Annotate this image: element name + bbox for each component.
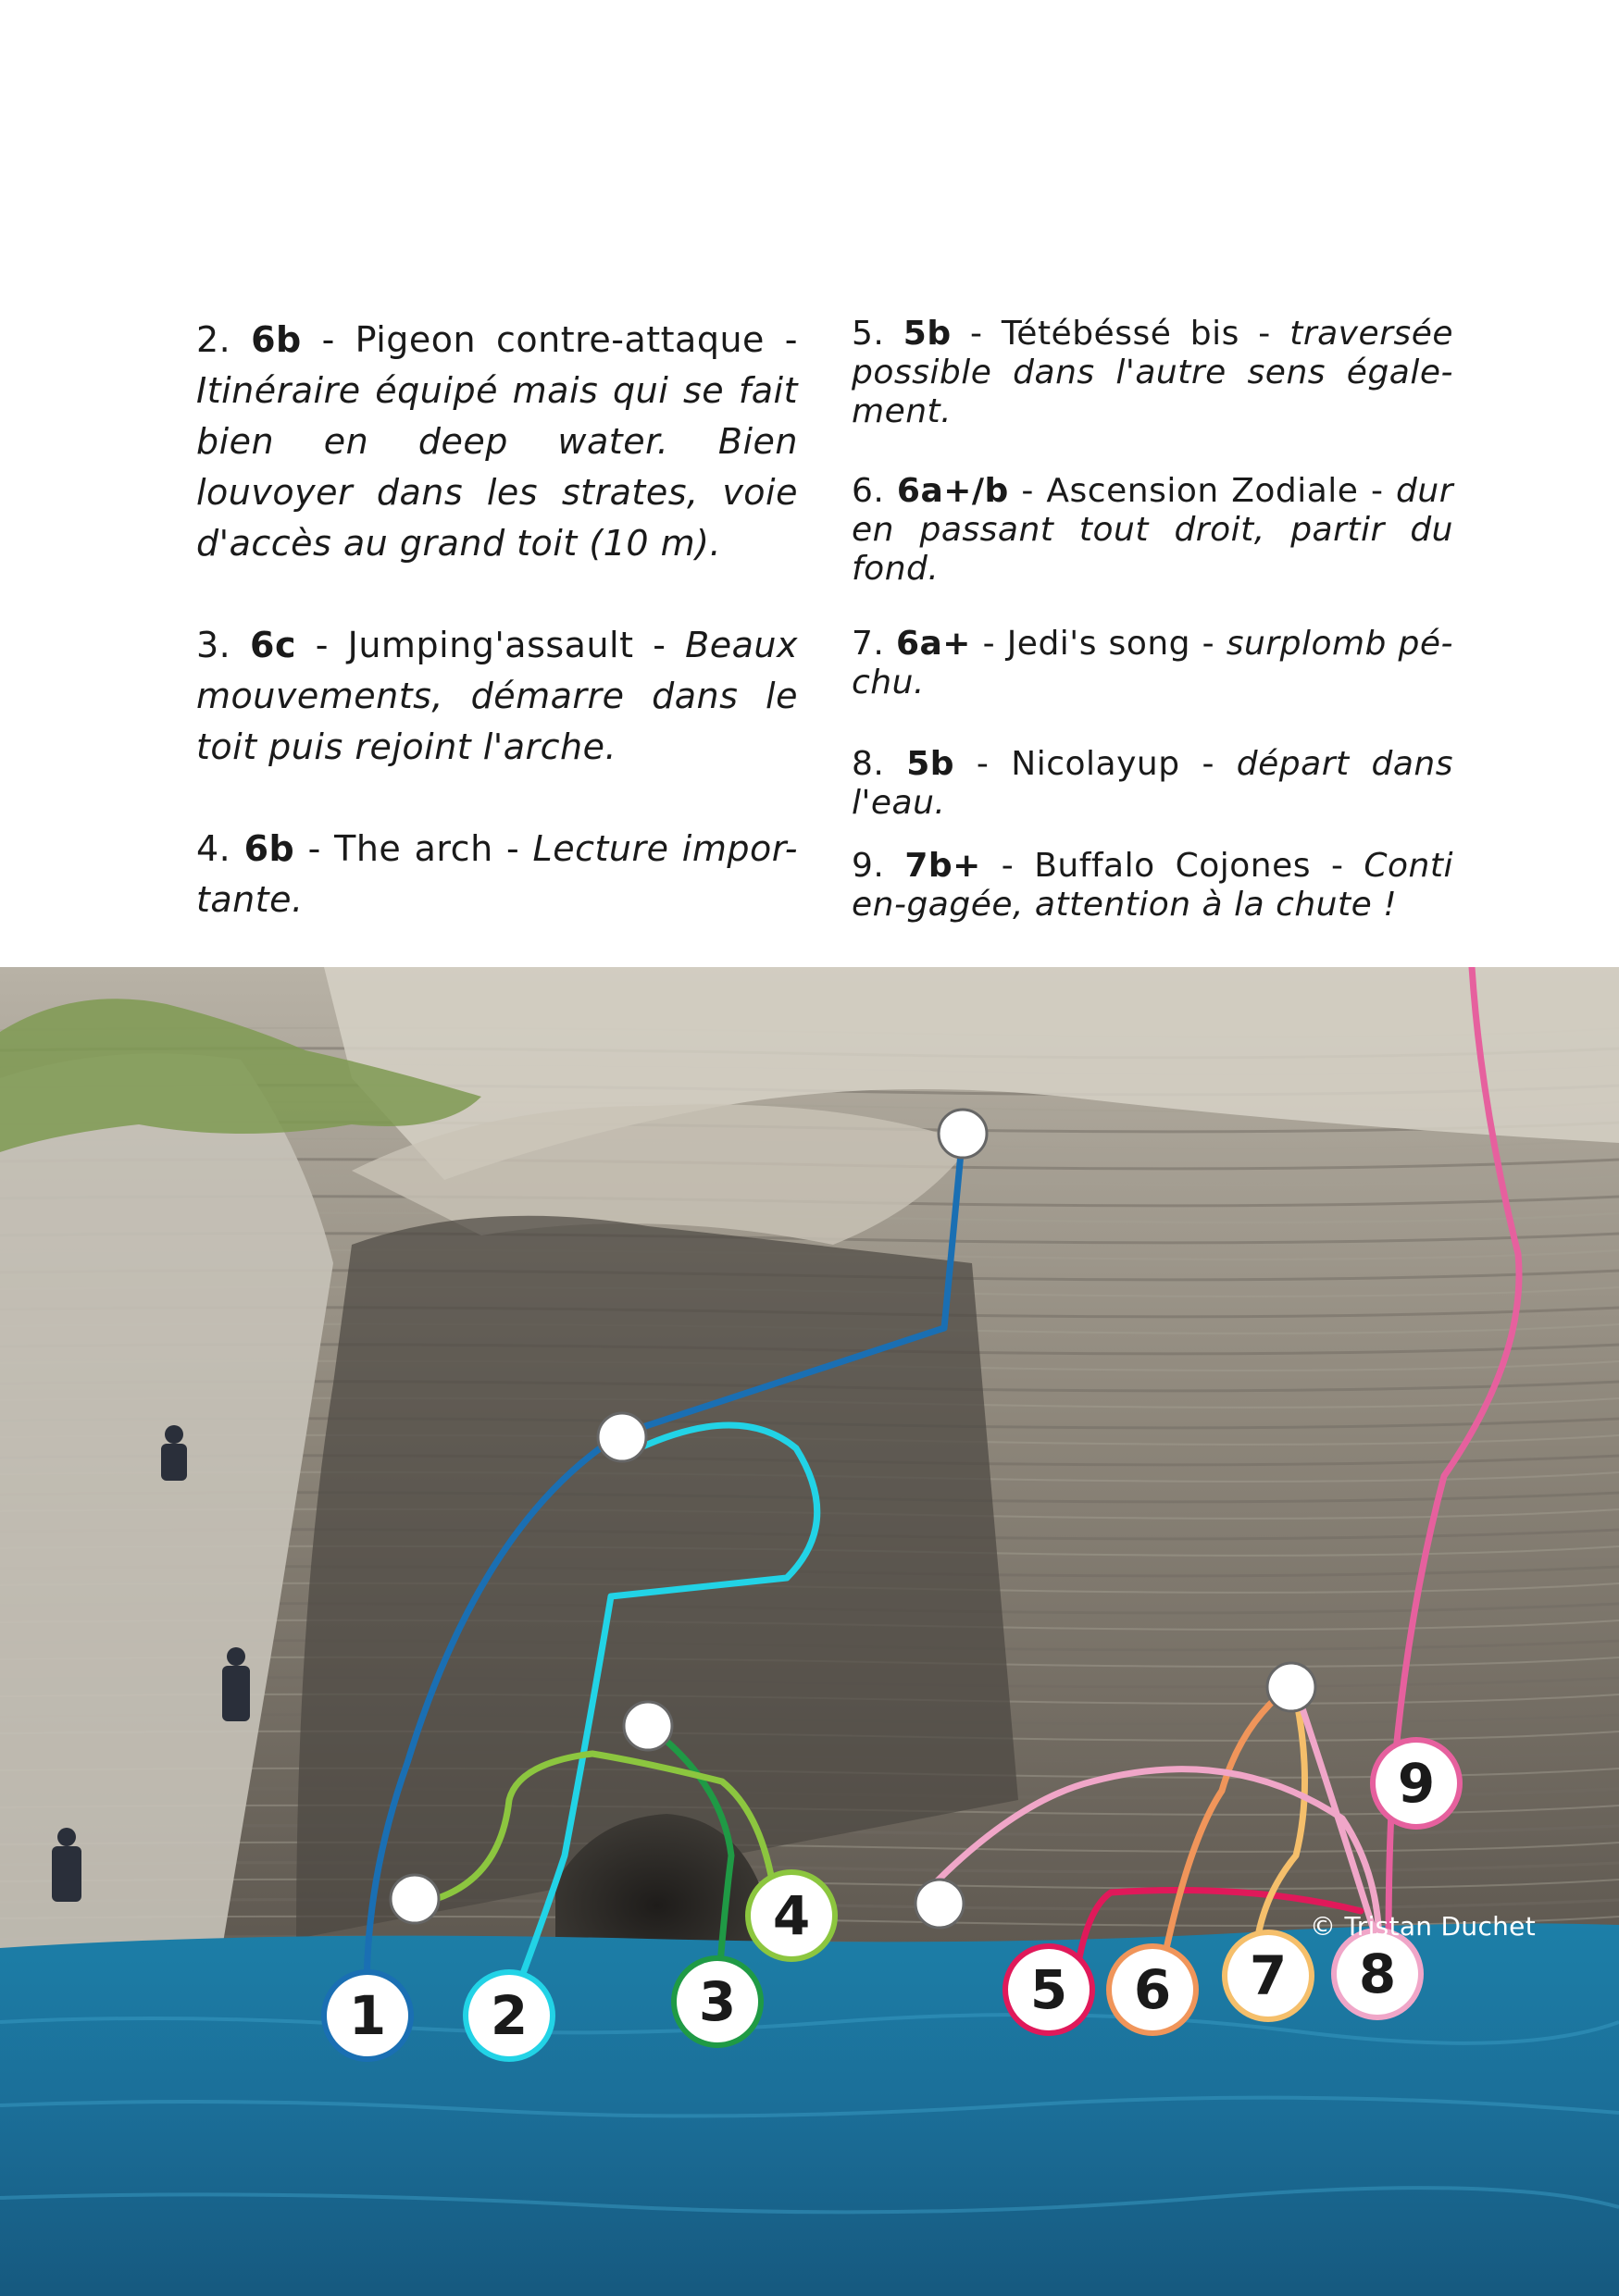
- route-description-5: [852, 315, 1453, 431]
- route-description-6: [852, 472, 1453, 589]
- route-description-7: [852, 625, 1453, 702]
- route-notes: Beaux mouvements, démarre dans le toit puis rejoint l'arche.: [196, 625, 798, 767]
- separator: -: [633, 625, 686, 665]
- belay-right-top: [1267, 1663, 1315, 1711]
- belay-arch: [624, 1702, 672, 1750]
- route-description-9: [852, 847, 1453, 925]
- route-name: Pigeon contre-attaque: [355, 319, 765, 360]
- route-grade: 7b+: [904, 847, 981, 885]
- separator: -: [1358, 472, 1397, 510]
- route-number: 7.: [852, 625, 885, 663]
- route-grade: 6a+: [895, 625, 971, 663]
- route-name: Jedi's song: [1006, 625, 1191, 663]
- svg-text:7: 7: [1249, 1944, 1288, 2007]
- belay-left: [391, 1875, 439, 1923]
- separator: -: [301, 319, 355, 360]
- route-number: 3.: [196, 625, 231, 665]
- route-label-7: [1225, 1932, 1312, 2019]
- belay-top: [939, 1110, 987, 1158]
- route-notes: surplomb pé-chu.: [852, 625, 1453, 701]
- route-label-3: [674, 1958, 761, 2045]
- route-grade: 6a+/b: [896, 472, 1009, 510]
- photo-credit: © Tristan Duchet: [1309, 1911, 1536, 1942]
- separator: -: [980, 847, 1035, 885]
- svg-text:6: 6: [1133, 1958, 1172, 2021]
- route-notes: dur en passant tout droit, partir du fond.: [852, 472, 1453, 588]
- route-description-8: [852, 745, 1453, 823]
- route-number: 9.: [852, 847, 885, 885]
- route-notes: Lecture impor-tante.: [196, 828, 798, 920]
- separator: -: [294, 828, 335, 869]
- route-label-9: [1373, 1740, 1460, 1827]
- separator: -: [764, 319, 798, 360]
- route-grade: 6b: [243, 828, 295, 869]
- separator: -: [951, 315, 1002, 353]
- route-label-8: [1334, 1930, 1421, 2017]
- separator: -: [295, 625, 348, 665]
- route-description-3: [196, 620, 798, 773]
- separator: -: [1311, 847, 1364, 885]
- separator: -: [1239, 315, 1290, 353]
- route-label-5: [1005, 1946, 1092, 2033]
- route-label-6: [1109, 1946, 1196, 2033]
- separator: -: [492, 828, 533, 869]
- topo-photo: [0, 967, 1619, 2296]
- svg-text:1: 1: [348, 1984, 387, 2047]
- route-number: 4.: [196, 828, 231, 869]
- belay-right-low: [915, 1880, 964, 1928]
- route-name: The arch: [334, 828, 493, 869]
- route-description-2: [196, 315, 798, 569]
- separator: -: [970, 625, 1007, 663]
- route-description-4: [196, 824, 798, 925]
- route-number: 2.: [196, 319, 231, 360]
- route-name: Ascension Zodiale: [1046, 472, 1359, 510]
- route-notes: traversée possible dans l'autre sens égale-ment.: [852, 315, 1453, 430]
- route-label-1: [324, 1972, 411, 2059]
- route-label-4: [748, 1872, 835, 1959]
- belay-mid: [598, 1413, 646, 1461]
- route-name: Buffalo Cojones: [1034, 847, 1311, 885]
- separator: -: [1008, 472, 1047, 510]
- svg-text:2: 2: [490, 1984, 529, 2047]
- separator: -: [1179, 745, 1237, 783]
- route-name: Jumping'assault: [347, 625, 634, 665]
- route-label-2: [466, 1972, 553, 2059]
- route-number: 5.: [852, 315, 885, 353]
- svg-text:5: 5: [1029, 1958, 1068, 2021]
- svg-text:3: 3: [698, 1970, 737, 2033]
- svg-text:8: 8: [1358, 1942, 1397, 2005]
- route-grade: 6b: [251, 319, 302, 360]
- svg-text:4: 4: [772, 1884, 811, 1947]
- route-number: 6.: [852, 472, 885, 510]
- route-number: 8.: [852, 745, 885, 783]
- route-notes: départ dans l'eau.: [852, 745, 1453, 822]
- separator: -: [1190, 625, 1227, 663]
- route-grade: 5b: [903, 315, 952, 353]
- route-grade: 6c: [250, 625, 296, 665]
- route-notes: Conti en-gagée, attention à la chute !: [852, 847, 1453, 924]
- route-name: Tétébéssé bis: [1001, 315, 1239, 353]
- route-notes: Itinéraire équipé mais qui se fait bien en deep water. Bien louvoyer dans les strates, voie d'accès au grand toit (10 m).: [196, 370, 798, 564]
- separator: -: [954, 745, 1012, 783]
- svg-text:9: 9: [1397, 1752, 1436, 1815]
- route-grade: 5b: [906, 745, 955, 783]
- route-name: Nicolayup: [1011, 745, 1180, 783]
